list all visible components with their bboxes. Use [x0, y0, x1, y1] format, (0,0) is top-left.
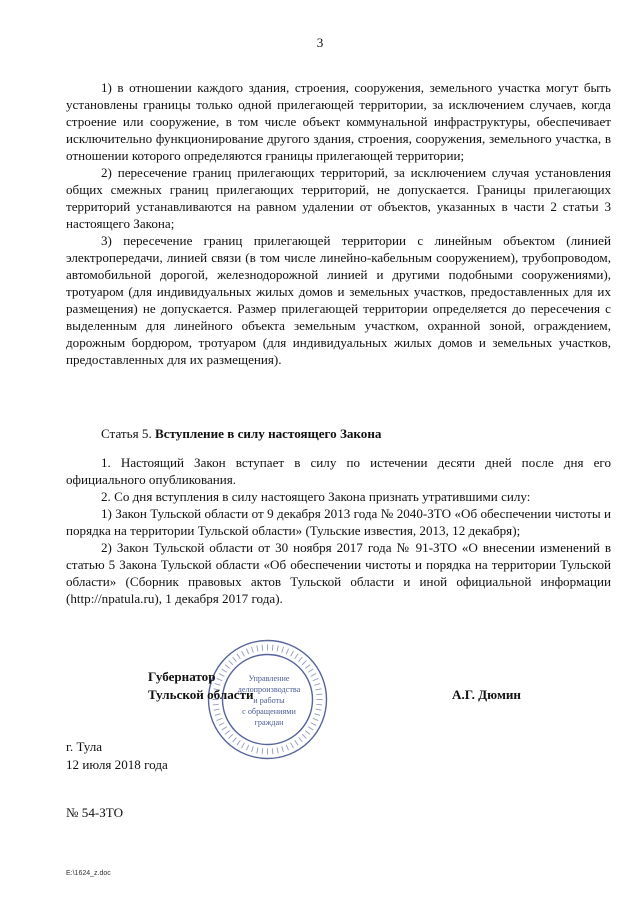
stamp-ring-mark: [272, 645, 273, 651]
stamp-ring-mark: [302, 661, 306, 665]
article-para-2: 2. Со дня вступления в силу настоящего Закона признать утратившими силу:: [101, 489, 531, 504]
article-body: [66, 454, 611, 607]
stamp-ring-mark: [246, 649, 248, 655]
stamp-ring-mark: [214, 709, 220, 710]
article-title: Вступление в силу настоящего Закона: [155, 426, 382, 441]
stamp-ring-mark: [225, 665, 230, 669]
law-number: № 54-ЗТО: [66, 805, 124, 820]
stamp-ring-mark: [313, 678, 319, 680]
article-para-4: 2) Закон Тульской области от 30 ноября 2017 года № 91-ЗТО «О внесении изменений в статью 5 Закона Тульской области «Об обеспечении чистоты и порядка на территории Тульской области» (Сборник правовых актов Тульской области и иной официальной информации (http://npatula.ru), 1 декабря 2017 года).: [66, 540, 611, 606]
stamp-ring-mark: [299, 737, 303, 742]
stamp-ring-mark: [252, 647, 254, 653]
clause-2: 2) пересечение границ прилегающих территорий, за исключением случая установления общих смежных границ прилегающих территорий, не допускается. Границы прилегающих территорий устанавливаются на равном удалении от объектов, указанных в части 2 статьи 3 настоящего Закона;: [66, 165, 611, 231]
stamp-ring-mark: [311, 674, 316, 677]
page-number: 3: [316, 35, 324, 50]
signing-place: г. Тула: [66, 739, 103, 754]
stamp-line-5: граждан: [254, 718, 284, 727]
stamp-ring-mark: [305, 665, 310, 669]
stamp-line-2: делопроизводства: [237, 685, 301, 694]
stamp-ring-mark: [302, 734, 306, 738]
stamp-ring-mark: [217, 718, 223, 720]
stamp-ring-mark: [314, 684, 320, 686]
signatory-title-line2: Тульской области: [148, 687, 254, 702]
stamp-ring-mark: [215, 714, 221, 716]
stamp-ring-mark: [252, 746, 254, 752]
stamp-ring-mark: [299, 657, 303, 662]
stamp-ring-mark: [262, 748, 263, 754]
stamp-ring-mark: [257, 646, 258, 652]
stamp-ring-mark: [246, 745, 248, 751]
signatory-name: А.Г. Дюмин: [452, 687, 521, 702]
stamp-ring-mark: [305, 731, 310, 735]
stamp-ring-mark: [291, 651, 294, 656]
stamp-ring-mark: [286, 745, 288, 751]
signatory-title-line1: Губернатор: [148, 669, 216, 684]
stamp-ring-mark: [217, 678, 223, 680]
stamp-ring-mark: [262, 645, 263, 651]
stamp-line-4: с обращениями: [242, 707, 296, 716]
stamp-ring-mark: [316, 689, 322, 690]
stamp-ring-mark: [225, 731, 230, 735]
stamp-ring-mark: [282, 647, 284, 653]
article-prefix: Статья 5.: [101, 426, 155, 441]
stamp-ring-mark: [295, 740, 298, 745]
clause-1: 1) в отношении каждого здания, строения, сооружения, земельного участка могут быть установлены границы только одной прилегающей территории, за исключением случаев, когда строение или сооружение, в том числе объект коммунальной инфраструктуры, обеспечивает исключительно функционирование другого здания, строения, сооружения, земельного участка, в отношении которого определяются границы прилегающей территории;: [66, 80, 611, 163]
stamp-ring-mark: [308, 727, 313, 730]
stamp-ring-mark: [233, 657, 237, 662]
stamp-ring-mark: [277, 646, 278, 652]
stamp-ring-mark: [222, 727, 227, 730]
file-name: E:\1624_z.doc: [66, 870, 111, 877]
stamp-ring-mark: [242, 743, 245, 748]
stamp-ring-mark: [229, 661, 233, 665]
stamp-ring-mark: [242, 651, 245, 656]
stamp-ring-mark: [291, 743, 294, 748]
stamp-ring-mark: [237, 654, 240, 659]
stamp-line-3: и работы: [253, 696, 285, 705]
stamp-ring-mark: [219, 723, 224, 726]
stamp-ring-mark: [316, 709, 322, 710]
stamp-ring-mark: [257, 748, 258, 754]
stamp-ring-mark: [286, 649, 288, 655]
stamp-ring-mark: [229, 734, 233, 738]
article-para-1: 1. Настоящий Закон вступает в силу по истечении десяти дней после дня его официального опубликования.: [66, 455, 611, 487]
stamp-ring-mark: [282, 746, 284, 752]
stamp-ring-mark: [222, 669, 227, 672]
stamp-ring-mark: [277, 748, 278, 754]
clause-3: 3) пересечение границ прилегающей территории с линейным объектом (линией электропередачи, линией связи (в том числе линейно-кабельным сооружением), трубопроводом, автомобильной дорогой, железнодорожной линией и другими подобными сооружениями), тротуаром (для индивидуальных жилых домов и земельных участков, предоставленных для их размещения) не допускается. Размер прилегающей территории определяется до пересечения с выделенным для линейного объекта земельным участком, охранной зоной, ограждением, дорожным бордюром, тротуаром (для индивидуальных жилых домов и земельных участков, предоставленных для их размещения).: [66, 233, 611, 367]
article-heading: [101, 425, 381, 442]
stamp-ring-mark: [314, 714, 320, 716]
stamp-ring-mark: [308, 669, 313, 672]
stamp-ring-mark: [311, 723, 316, 726]
stamp-ring-mark: [272, 748, 273, 754]
stamp-ring-mark: [233, 737, 237, 742]
stamp-line-1: Управление: [248, 674, 290, 683]
stamp-ring-mark: [213, 704, 219, 705]
stamp-ring-mark: [316, 694, 322, 695]
clauses-block: [66, 79, 611, 368]
signing-date: 12 июля 2018 года: [66, 757, 168, 772]
stamp-ring-mark: [219, 674, 224, 677]
stamp-ring-mark: [313, 718, 319, 720]
stamp-ring-mark: [237, 740, 240, 745]
article-para-3: 1) Закон Тульской области от 9 декабря 2013 года № 2040-ЗТО «Об обеспечении чистоты и порядка на территории Тульской области» (Тульские известия, 2013, 12 декабря);: [66, 506, 611, 538]
stamp-ring-mark: [295, 654, 298, 659]
stamp-ring-mark: [316, 704, 322, 705]
